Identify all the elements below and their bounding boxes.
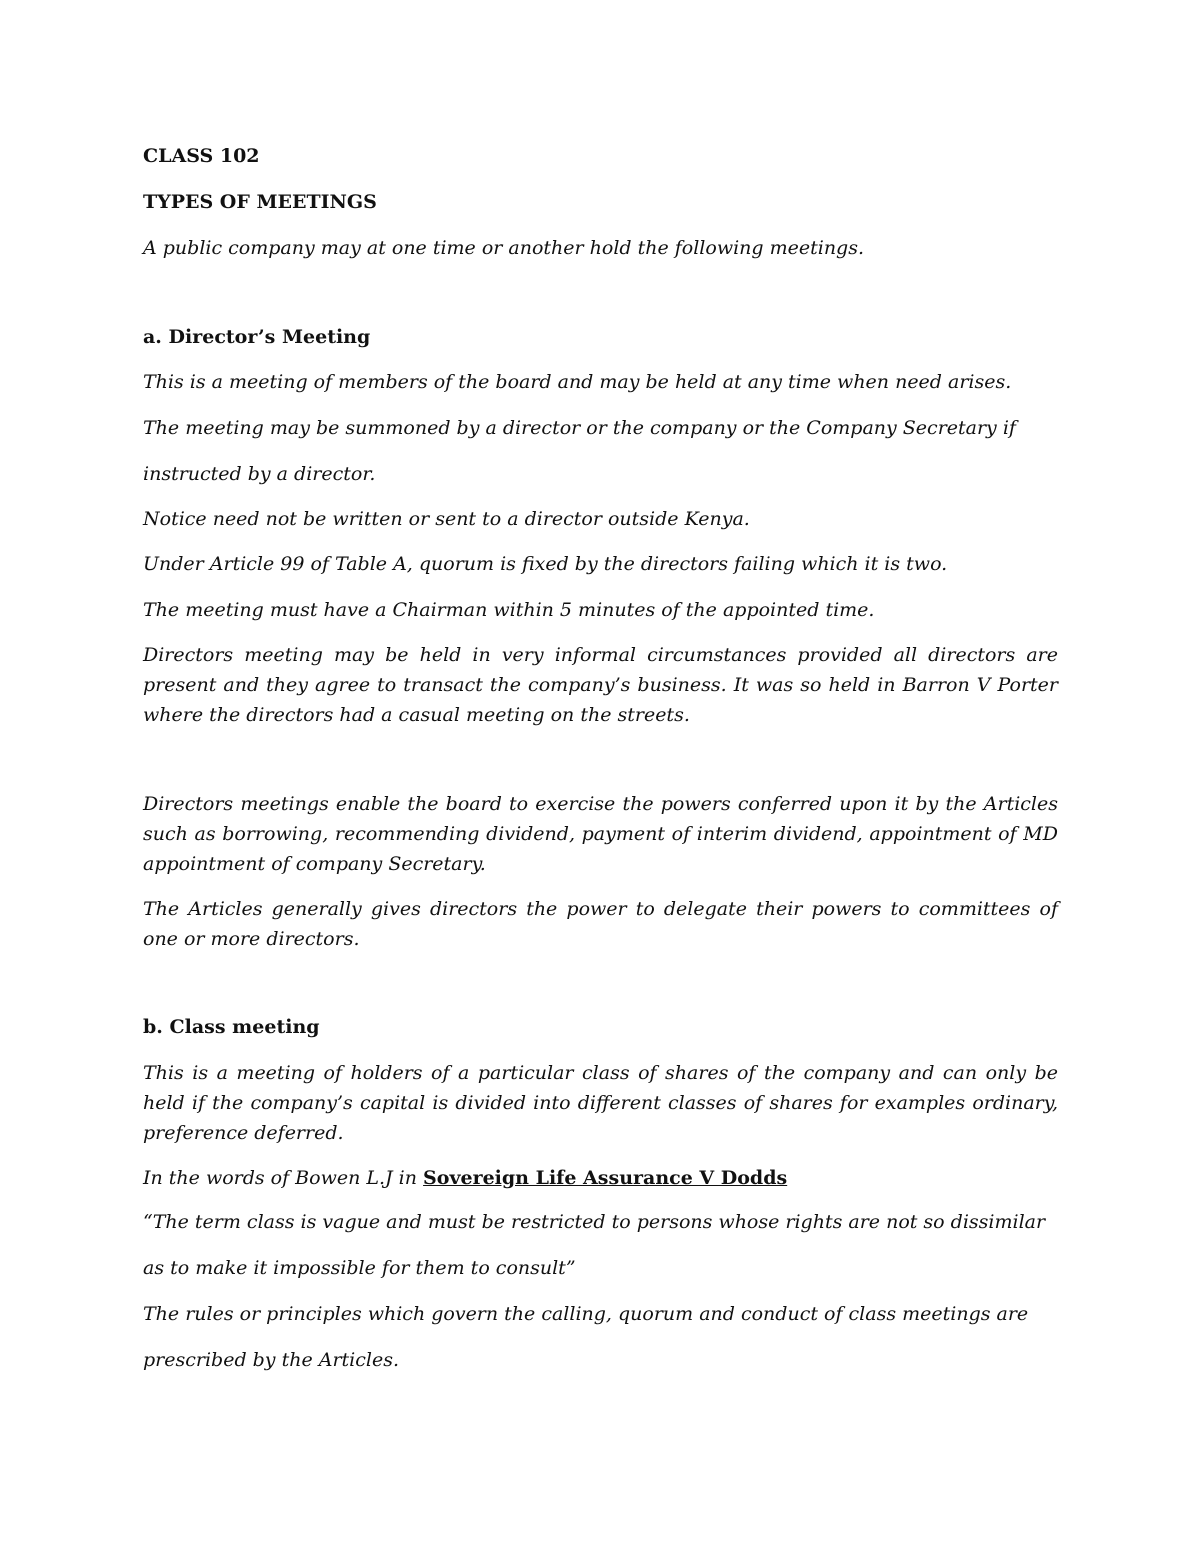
class-meeting-paragraph-1: This is a meeting of holders of a particular class of shares of the company and can only be held if the company’s capital is divided into different classes of shares for examples ordinary, preference deferred. bbox=[143, 1062, 1058, 1144]
directors-line-2: The meeting may be summoned by a director or the company or the Company Secretary if bbox=[143, 417, 1016, 439]
directors-line-4: Notice need not be written or sent to a director outside Kenya. bbox=[143, 508, 750, 530]
class-title: CLASS 102 bbox=[143, 145, 260, 167]
bowen-citation bbox=[143, 1163, 1058, 1193]
case-name: Sovereign Life Assurance V Dodds bbox=[423, 1167, 788, 1189]
directors-line-6: The meeting must have a Chairman within 5 minutes of the appointed time. bbox=[143, 599, 875, 621]
rules-line-1: The rules or principles which govern the calling, quorum and conduct of class meetings are bbox=[143, 1303, 1029, 1325]
directors-line-3: instructed by a director. bbox=[143, 463, 376, 485]
directors-line-1: This is a meeting of members of the board and may be held at any time when need arises. bbox=[143, 371, 1012, 393]
directors-paragraph-3: The Articles generally gives directors the power to delegate their powers to committees of one or more directors. bbox=[143, 898, 1058, 950]
citation-prefix: In the words of Bowen L.J in bbox=[143, 1167, 424, 1189]
intro-text: A public company may at one time or another hold the following meetings. bbox=[143, 237, 865, 259]
directors-paragraph-1: Directors meeting may be held in very informal circumstances provided all directors are present and they agree to transact the company’s business. It was so held in Barron V Porter where the directors had a casual meeting on the streets. bbox=[143, 644, 1058, 726]
directors-line-5: Under Article 99 of Table A, quorum is fixed by the directors failing which it is two. bbox=[143, 553, 948, 575]
quote-line-2: as to make it impossible for them to consult” bbox=[143, 1257, 576, 1279]
directors-paragraph-2: Directors meetings enable the board to exercise the powers conferred upon it by the Articles such as borrowing, recommending dividend, payment of interim dividend, appointment of MD appointment of company Secretary. bbox=[143, 793, 1058, 875]
directors-meeting-heading: a. Director’s Meeting bbox=[143, 326, 371, 348]
quote-line-1: “The term class is vague and must be restricted to persons whose rights are not so dissimilar bbox=[143, 1211, 1046, 1233]
class-meeting-heading: b. Class meeting bbox=[143, 1016, 320, 1038]
rules-line-2: prescribed by the Articles. bbox=[143, 1349, 400, 1371]
section-title: TYPES OF MEETINGS bbox=[143, 191, 377, 213]
